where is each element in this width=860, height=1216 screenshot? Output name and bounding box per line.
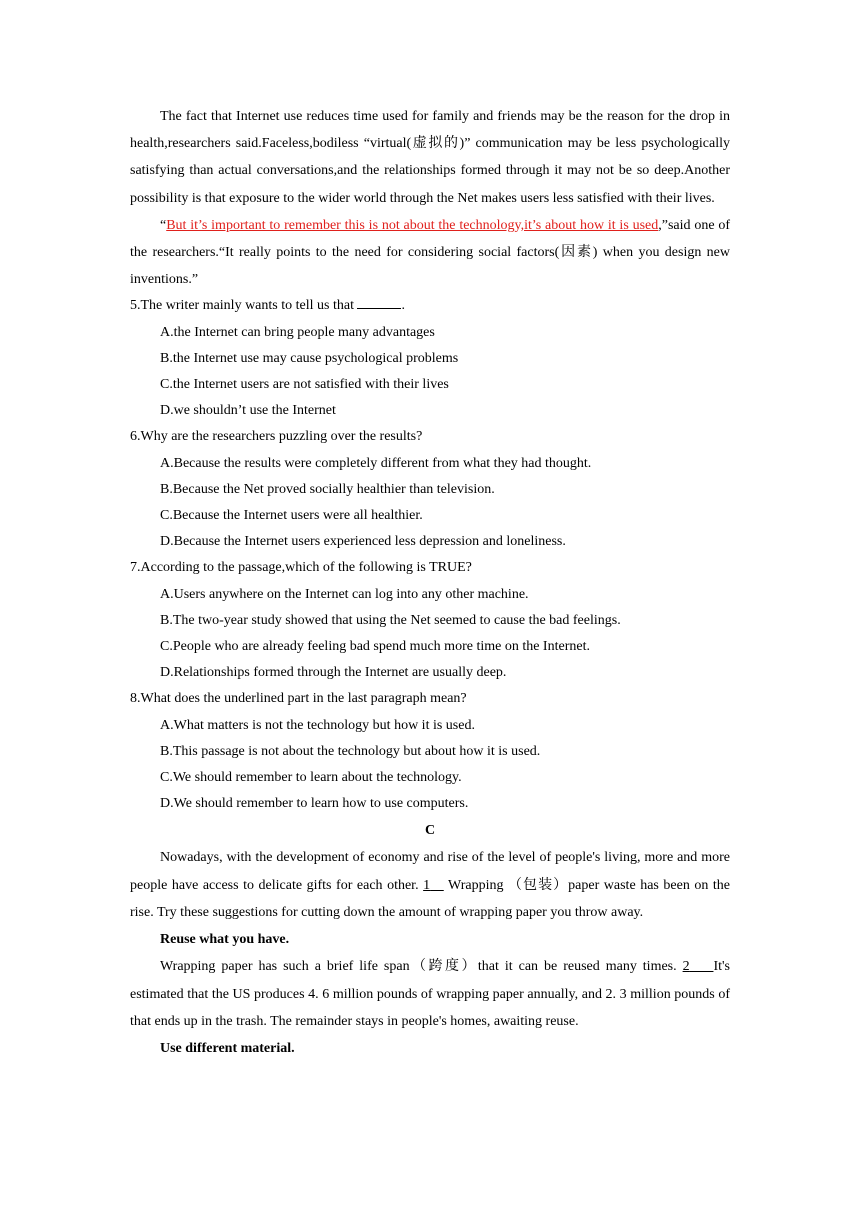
question-stem: 6.Why are the researchers puzzling over the results? bbox=[130, 429, 423, 445]
option-d: D.Relationships formed through the Internet are usually deep. bbox=[160, 665, 507, 681]
heading-material: Use different material. bbox=[160, 1040, 295, 1056]
option-b: B.This passage is not about the technology but about how it is used. bbox=[160, 743, 541, 759]
passage-c-paragraph-1: Nowadays, with the development of economy and rise of the level of people's living, more and more people have access to delicate gifts for each other. 1 Wrapping （包装）paper waste has been on the rise. Try these suggestions for cutting down the amount of wrapping paper you throw away. bbox=[130, 850, 731, 920]
question-8 bbox=[130, 686, 730, 817]
option-d: D.we shouldn’t use the Internet bbox=[160, 403, 336, 419]
question-6 bbox=[130, 424, 730, 555]
option-c: C.Because the Internet users were all healthier. bbox=[160, 508, 423, 524]
option-b: B.the Internet use may cause psychological problems bbox=[160, 350, 459, 366]
blank-2: 2 bbox=[682, 959, 690, 975]
passage-b-paragraph-1: The fact that Internet use reduces time used for family and friends may be the reason for the drop in health,researchers said.Faceless,bodiless “virtual(虚拟的)” communication may be less psychologically satisfying than actual conversations,and the relationships formed through it may not be so deep.Another possibility is that exposure to the wider world through the Net makes users less satisfied with their lives. bbox=[130, 109, 730, 206]
question-stem: 7.According to the passage,which of the following is TRUE? bbox=[130, 560, 472, 576]
question-5 bbox=[130, 293, 730, 424]
question-stem: 5.The writer mainly wants to tell us that . bbox=[130, 293, 730, 319]
section-title: C bbox=[424, 823, 436, 839]
option-a: A.Users anywhere on the Internet can log into any other machine. bbox=[160, 586, 529, 602]
passage-b-paragraph-2 bbox=[130, 212, 730, 294]
option-b: B.Because the Net proved socially healthier than television. bbox=[160, 481, 495, 497]
open-quote: “ bbox=[160, 217, 167, 233]
question-stem: 8.What does the underlined part in the last paragraph mean? bbox=[130, 691, 467, 707]
heading-reuse: Reuse what you have. bbox=[160, 932, 290, 948]
option-c: C.People who are already feeling bad spend much more time on the Internet. bbox=[160, 639, 590, 655]
option-c: C.We should remember to learn about the technology. bbox=[160, 770, 462, 786]
option-b: B.The two-year study showed that using the Net seemed to cause the bad feelings. bbox=[160, 612, 621, 628]
option-d: D.Because the Internet users experienced less depression and loneliness. bbox=[160, 534, 566, 550]
underlined-sentence: But it’s important to remember this is not about the technology,it’s about how it is used bbox=[166, 217, 659, 233]
option-a: A.What matters is not the technology but how it is used. bbox=[160, 717, 475, 733]
paragraph-2-rest: ,”said one of the researchers.“It really points to the need for considering social factors(因素) when you design new inventions.” bbox=[130, 217, 730, 288]
blank-1: 1 bbox=[423, 877, 431, 893]
answer-blank bbox=[357, 294, 401, 309]
option-a: A.the Internet can bring people many advantages bbox=[160, 324, 435, 340]
document-content bbox=[130, 103, 730, 1062]
question-7 bbox=[130, 555, 730, 686]
option-a: A.Because the results were completely different from what they had thought. bbox=[160, 455, 592, 471]
option-d: D.We should remember to learn how to use computers. bbox=[160, 796, 469, 812]
option-c: C.the Internet users are not satisfied with their lives bbox=[160, 377, 449, 393]
passage-c-paragraph-2: Wrapping paper has such a brief life span（跨度）that it can be reused many times. 2 It's estimated that the US produces 4. 6 million pounds of wrapping paper annually, and 2. 3 million pounds of that ends up in the trash. The remainder stays in people's homes, awaiting reuse. bbox=[130, 959, 730, 1029]
